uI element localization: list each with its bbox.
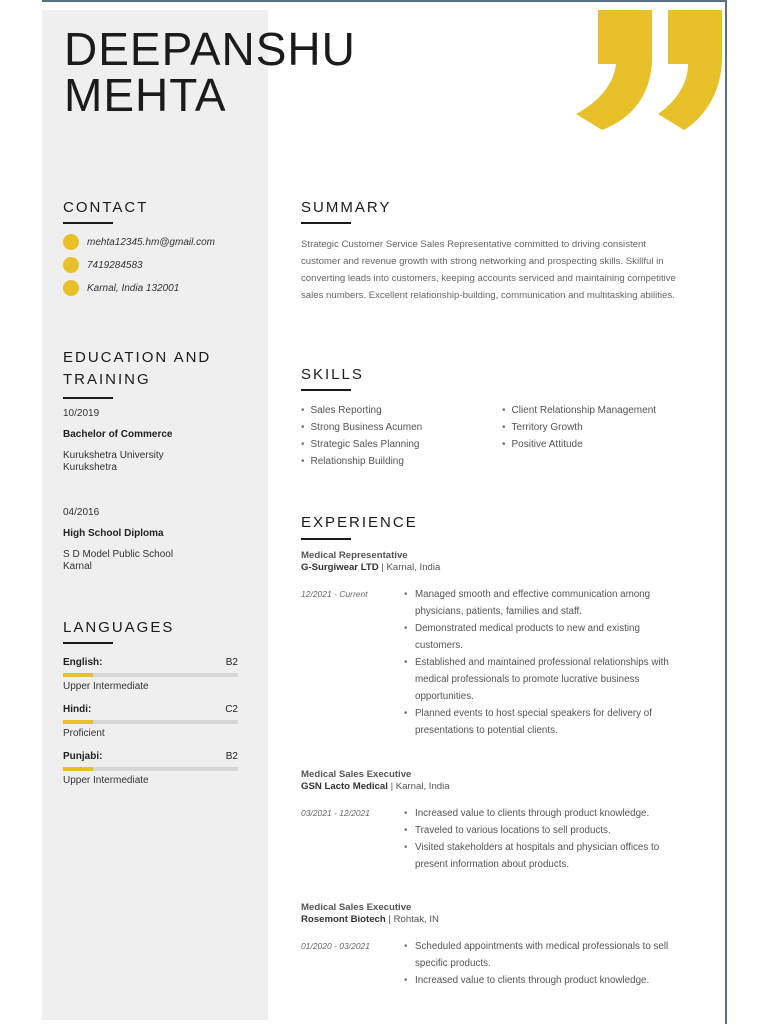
job-body <box>301 805 691 873</box>
language-name: Punjabi: <box>63 751 103 762</box>
skills-column-2 <box>502 402 656 470</box>
last-name: MEHTA <box>64 69 227 121</box>
quote-marks-icon <box>572 10 724 130</box>
contact-email[interactable]: mehta12345.hm@gmail.com <box>87 236 215 248</box>
job-bullets <box>404 586 684 739</box>
education-degree: Bachelor of Commerce <box>63 429 173 440</box>
job-bullet: • Scheduled appointments with medical professionals to sell specific products. <box>404 938 684 972</box>
education-school: Kurukshetra University <box>63 450 164 461</box>
language-item <box>63 657 238 692</box>
language-level: Proficient <box>63 728 105 739</box>
job-body <box>301 938 691 989</box>
summary-text: Strategic Customer Service Sales Representative committed to driving consistent customer and revenue growth with strong networking and prospecting skills. Skillful in converting leads into customers, keeping accounts serviced and maintaining competitive sales numbers. Excellent relationship-building, communication and multitasking abilities. <box>301 239 676 301</box>
job-bullet: • Increased value to clients through product knowledge. <box>404 805 684 822</box>
job-dates: 12/2021 - Current <box>301 589 368 599</box>
contact-location-row <box>63 280 179 296</box>
contact-email-row <box>63 234 215 250</box>
education-school: S D Model Public School <box>63 549 174 560</box>
job-title: Medical Sales Executive <box>301 769 412 780</box>
skill-item: • Client Relationship Management <box>502 402 656 419</box>
language-code: B2 <box>225 751 238 762</box>
education-title <box>63 347 211 391</box>
skill-item: • Strategic Sales Planning <box>301 436 502 453</box>
summary-title: SUMMARY <box>301 199 392 216</box>
language-item <box>63 704 238 739</box>
education-title-line1: EDUCATION AND <box>63 349 212 366</box>
language-bar <box>63 673 238 677</box>
job-entry <box>301 550 691 739</box>
education-degree: High School Diploma <box>63 528 164 539</box>
job-company: G-Surgiwear LTD <box>301 562 379 573</box>
first-name: DEEPANSHU <box>64 23 356 75</box>
education-place: Karnal <box>63 561 92 572</box>
job-company: GSN Lacto Medical <box>301 781 388 792</box>
language-code: C2 <box>225 704 238 715</box>
job-location: | Rohtak, IN <box>385 914 439 925</box>
language-bar-fill <box>63 767 93 771</box>
job-company-line <box>301 914 691 926</box>
experience-rule <box>301 538 351 540</box>
skills-rule <box>301 389 351 391</box>
job-location: | Karnal, India <box>378 562 441 573</box>
education-rule <box>63 397 113 399</box>
skill-item: • Strong Business Acumen <box>301 419 502 436</box>
language-level: Upper Intermediate <box>63 681 149 692</box>
job-company-line <box>301 562 691 574</box>
job-bullet: • Visited stakeholders at hospitals and physician offices to present information about products. <box>404 839 684 873</box>
languages-rule <box>63 642 113 644</box>
education-title-line2: TRAINING <box>63 371 151 388</box>
skill-item: • Relationship Building <box>301 453 502 470</box>
languages-title: LANGUAGES <box>63 619 175 636</box>
skills-title: SKILLS <box>301 366 364 383</box>
job-bullet: • Established and maintained professional relationships with medical professionals to promote lucrative business opportunities. <box>404 654 684 705</box>
language-name: Hindi: <box>63 704 92 715</box>
education-place: Kurukshetra <box>63 462 117 473</box>
language-code: B2 <box>225 657 238 668</box>
job-entry <box>301 902 691 989</box>
education-date: 10/2019 <box>63 408 100 419</box>
job-entry <box>301 769 691 873</box>
skill-item: • Territory Growth <box>502 419 656 436</box>
skills-column-1 <box>301 402 502 470</box>
language-bar <box>63 767 238 771</box>
experience-title: EXPERIENCE <box>301 514 418 531</box>
job-title: Medical Representative <box>301 550 408 561</box>
skill-item: • Positive Attitude <box>502 436 656 453</box>
language-name: English: <box>63 657 103 668</box>
contact-phone-row <box>63 257 143 273</box>
job-dates: 03/2021 - 12/2021 <box>301 808 371 818</box>
job-bullet: • Planned events to host special speakers for delivery of presentations to potential clients. <box>404 705 684 739</box>
job-bullet: • Demonstrated medical products to new and existing customers. <box>404 620 684 654</box>
job-company-line <box>301 781 691 793</box>
job-bullet: • Traveled to various locations to sell products. <box>404 822 684 839</box>
job-company: Rosemont Biotech <box>301 914 386 925</box>
language-level: Upper Intermediate <box>63 775 149 786</box>
contact-rule <box>63 222 113 224</box>
job-bullet: • Increased value to clients through product knowledge. <box>404 972 684 989</box>
summary-rule <box>301 222 351 224</box>
job-dates: 01/2020 - 03/2021 <box>301 941 371 951</box>
email-bullet-icon <box>63 234 79 250</box>
skills-list <box>301 402 701 470</box>
job-title: Medical Sales Executive <box>301 902 412 913</box>
phone-bullet-icon <box>63 257 79 273</box>
education-date: 04/2016 <box>63 507 100 518</box>
contact-title: CONTACT <box>63 199 149 216</box>
job-bullets <box>404 938 684 989</box>
contact-phone: 7419284583 <box>87 259 143 271</box>
contact-location: Karnal, India 132001 <box>87 282 180 294</box>
job-bullets <box>404 805 684 873</box>
job-location: | Karnal, India <box>387 781 450 792</box>
skill-item: • Sales Reporting <box>301 402 502 419</box>
language-bar-fill <box>63 673 93 677</box>
location-bullet-icon <box>63 280 79 296</box>
language-bar-fill <box>63 720 93 724</box>
job-bullet: • Managed smooth and effective communication among physicians, patients, families and staff. <box>404 586 684 620</box>
language-item <box>63 751 238 786</box>
candidate-name <box>64 23 356 121</box>
job-body <box>301 586 691 739</box>
language-bar <box>63 720 238 724</box>
